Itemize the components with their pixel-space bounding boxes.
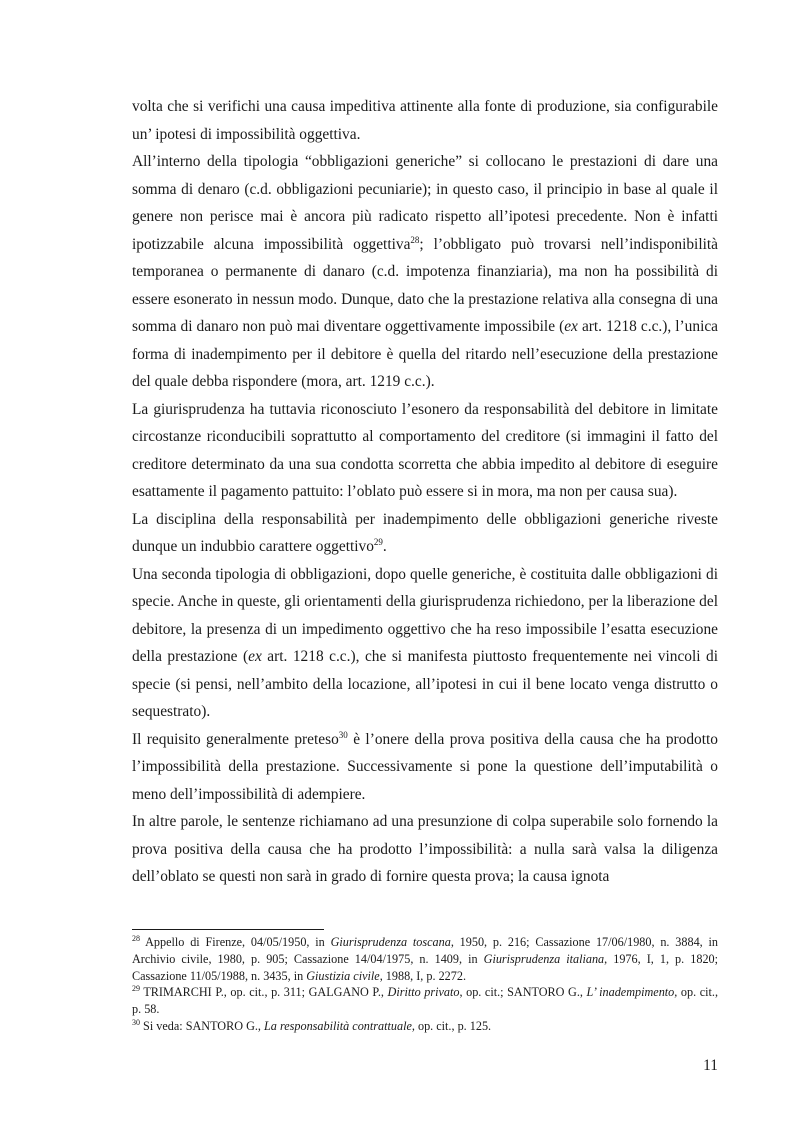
footnote-30: $^{30}$ Si veda: SANTORO G., La responsabilità contrattuale, op. cit., p. 125.: [132, 1017, 492, 1033]
footnote-ref-30[interactable]: 30: [338, 729, 348, 740]
footnote-ref-29[interactable]: 29: [373, 537, 383, 547]
paragraph-3: La giurisprudenza ha tuttavia riconosciuto l’esonero da responsabilità del debitore in limitate circostanze riconducibili soprattutto al comportamento del creditore (si immagini il fatto del creditore determinato da una sua condotta scorretta che abbia impedito al debitore di eseguire esattamente il pagamento pattuito: l’oblato può essere si in mora, ma non per causa sua).: [132, 400, 718, 500]
footnote-29: $^{29}$ TRIMARCHI P., op. cit., p. 311; GALGANO P., Diritto privato, op. cit.; SANTORO G., L’ inadempimento, op. cit., p. 58.: [132, 984, 718, 1017]
paragraph-1: volta che si verifichi una causa impeditiva attinente alla fonte di produzione, sia configurabile un’ ipotesi di impossibilità oggettiva.: [132, 98, 718, 143]
body-text: [132, 93, 718, 891]
paragraph-2: All’interno della tipologia “obbligazioni generiche” si collocano le prestazioni di dare una somma di denaro (c.d. obbligazioni pecuniarie); in questo caso, il principio in base al quale il genere non perisce mai è ancora più radicato rispetto all’ipotesi precedente. Non è infatti ipotizzabile alcuna impossibilità oggettiva$^{28}$; l’obbligato può trovarsi nell’indisponibilità temporanea o permanente di danaro (c.d. impotenza finanziaria), ma non ha possibilità di essere esonerato in nessun modo. Dunque, dato che la prestazione relativa alla consegna di una somma di danaro non può mai diventare oggettivamente impossibile (ex art. 1218 c.c.), l’unica forma di inadempimento per il debitore è quella del ritardo nell’esecuzione della prestazione del quale debba rispondere (mora, art. 1219 c.c.).: [132, 153, 719, 390]
footnote-separator: [132, 929, 324, 930]
footnote-28: $^{28}$ Appello di Firenze, 04/05/1950, in Giurisprudenza toscana, 1950, p. 216; Cassazione 17/06/1980, n. 3884, in Archivio civile, 1980, p. 905; Cassazione 14/04/1975, n. 1409, in Giurisprudenza italiana, 1976, I, 1, p. 1820; Cassazione 11/05/1988, n. 3435, in Giustizia civile, 1988, I, p. 2272.: [132, 934, 719, 983]
paragraph-5: Una seconda tipologia di obbligazioni, dopo quelle generiche, è costituita dalle obbligazioni di specie. Anche in queste, gli orientamenti della giurisprudenza richiedono, per la liberazione del debitore, la presenza di un impedimento oggettivo che ha reso impossibile l’esatta esecuzione della prestazione (ex art. 1218 c.c.), che si manifesta piuttosto frequentemente nei vincoli di specie (si pensi, nell’ambito della locazione, all’ipotesi in cui il bene locato venga distrutto o sequestrato).: [132, 565, 718, 720]
page-number: 11: [703, 1057, 718, 1074]
paragraph-7: In altre parole, le sentenze richiamano ad una presunzione di colpa superabile solo fornendo la prova positiva della causa che ha prodotto l’impossibilità: a nulla sarà valsa la diligenza dell’oblato se questi non sarà in grado di fornire questa prova; la causa ignota: [132, 813, 718, 885]
paragraph-4: La disciplina della responsabilità per inadempimento delle obbligazioni generiche riveste dunque un indubbio carattere oggettivo$^{29}$.: [132, 510, 718, 555]
footnotes: [132, 934, 718, 1035]
footnote-ref-28[interactable]: 28: [410, 234, 420, 245]
paragraph-6: Il requisito generalmente preteso$^{30}$ è l’onere della prova positiva della causa che ha prodotto l’impossibilità della prestazione. Successivamente si pone la questione dell’imputabilità o meno dell’impossibilità di adempiere.: [132, 729, 719, 803]
